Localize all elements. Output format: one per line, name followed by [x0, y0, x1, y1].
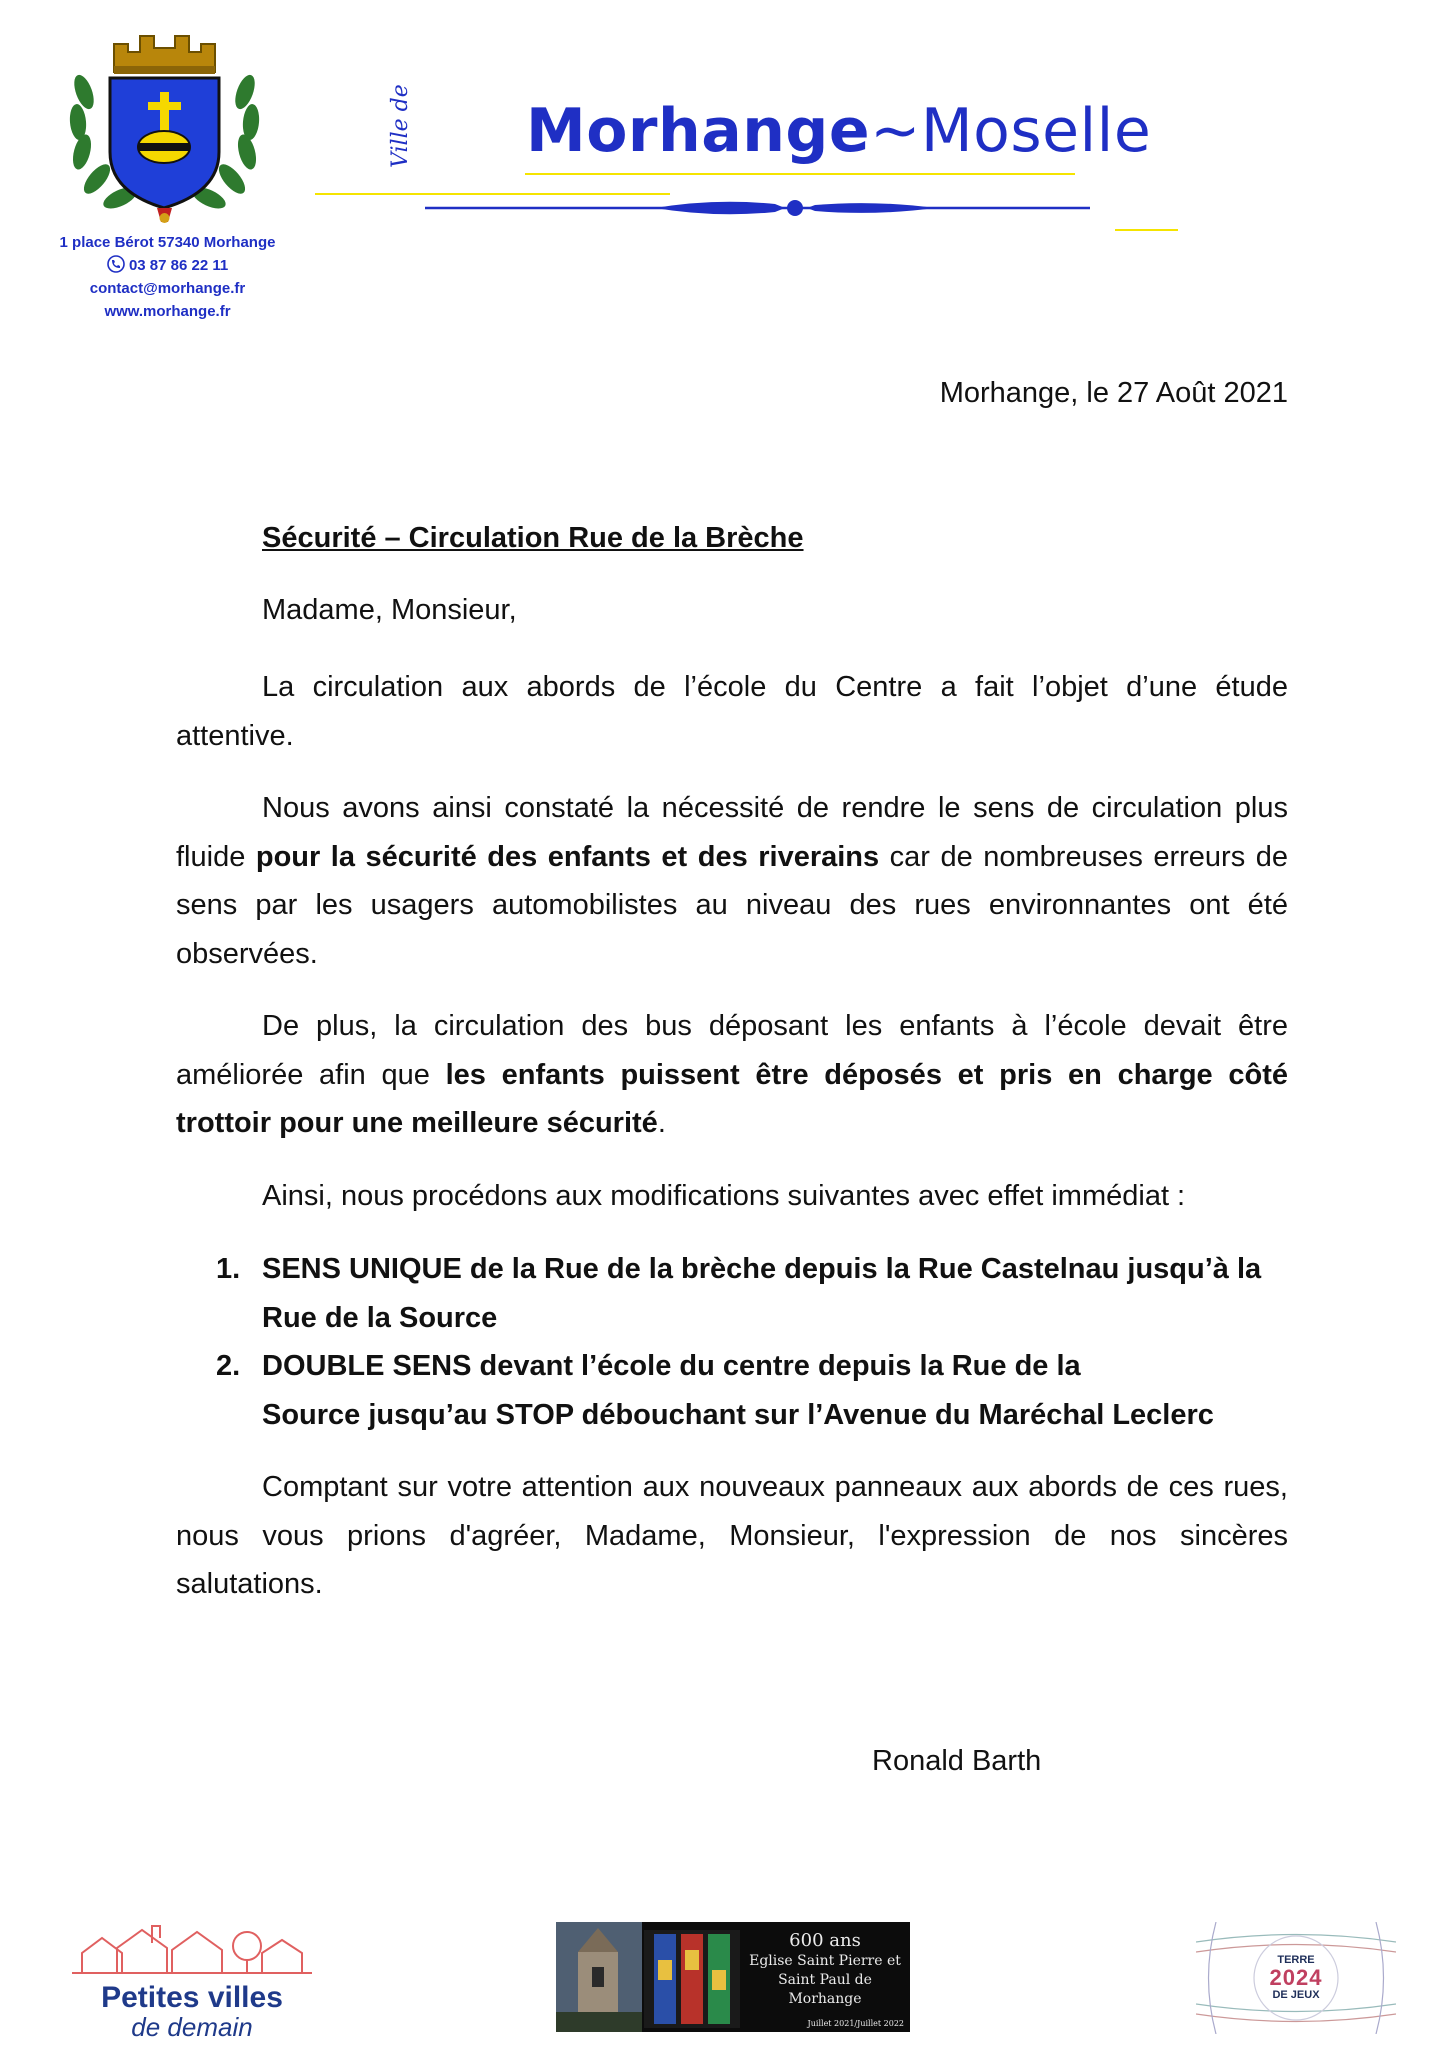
phone-number: 03 87 86 22 11: [128, 257, 229, 274]
church-line-1: Eglise Saint Pierre et: [749, 1953, 901, 1969]
stained-glass-icon: [644, 1930, 740, 2028]
church-line-2: Saint Paul de Morhange: [778, 1972, 872, 2007]
email-link[interactable]: contact@morhange.fr: [89, 280, 246, 297]
signature-name: Ronald Barth: [872, 1745, 1042, 1777]
paragraph-4: Ainsi, nous procédons aux modifications suivantes avec effet immédiat :: [262, 1180, 1186, 1212]
village-icon: [72, 1918, 312, 1978]
church-title: 600 ans: [789, 1930, 861, 1951]
address-text: 1 place Bérot 57340 Morhange: [59, 234, 276, 251]
terre-label: TERRE: [1277, 1954, 1315, 1966]
letter-subject: Sécurité – Circulation Rue de la Brèche: [262, 522, 804, 554]
header-ornament: [315, 170, 1195, 240]
letter-greeting: Madame, Monsieur,: [262, 594, 517, 626]
terre-de-jeux-2024-logo: [1196, 1922, 1396, 2034]
terre-sub: DE JEUX: [1272, 1989, 1320, 2001]
paragraph-1: La circulation aux abords de l’école du Centre a fait l’objet d’une étude attentive.: [176, 671, 1288, 752]
church-dates: Juillet 2021/Juillet 2022: [807, 2019, 904, 2028]
website-link[interactable]: www.morhange.fr: [104, 303, 231, 320]
paragraph-2: Nous avons ainsi constaté la nécessité de rendre le sens de circulation plus fluide pour la sécurité des enfants et des riverains car de nombreuses erreurs de sens par les usagers automobilistes au niveau des rues environnantes ont été observées.: [176, 792, 1288, 970]
church-600-ans-banner: [556, 1922, 910, 2032]
brand-sep: ~: [870, 96, 921, 166]
closing-paragraph: Comptant sur votre attention aux nouveaux panneaux aux abords de ces rues, nous vous prions d'agréer, Madame, Monsieur, l'expression de nos sincères salutations.: [176, 1471, 1288, 1600]
list-item: 1. SENS UNIQUE de la Rue de la brèche depuis la Rue Castelnau jusqu’à la Rue de la Source: [216, 1253, 1262, 1334]
pvd-subtitle: de demain: [131, 2012, 253, 2042]
church-photo: [556, 1922, 642, 2032]
pvd-title: Petites villes: [101, 1981, 283, 2014]
ville-de-label: Ville de: [388, 84, 413, 168]
paragraph-3: De plus, la circulation des bus déposant les enfants à l’école devait être améliorée afin que les enfants puissent être déposés et pris en charge côté trottoir pour une meilleure sécurité.: [176, 1010, 1288, 1139]
brand-light: Moselle: [920, 96, 1152, 166]
coat-of-arms-logo: [62, 22, 267, 227]
phone-line: [30, 255, 305, 277]
petites-villes-de-demain-logo: [72, 1918, 312, 2042]
brand-title: [526, 96, 1151, 166]
terre-year: 2024: [1269, 1965, 1323, 1990]
list-item: 2. DOUBLE SENS devant l’école du centre depuis la Rue de la Source jusqu’au STOP débouchant sur l’Avenue du Maréchal Leclerc: [216, 1350, 1214, 1431]
brand-bold: Morhange: [526, 96, 871, 166]
letter-date: Morhange, le 27 Août 2021: [939, 377, 1288, 409]
phone-icon: [107, 255, 125, 273]
